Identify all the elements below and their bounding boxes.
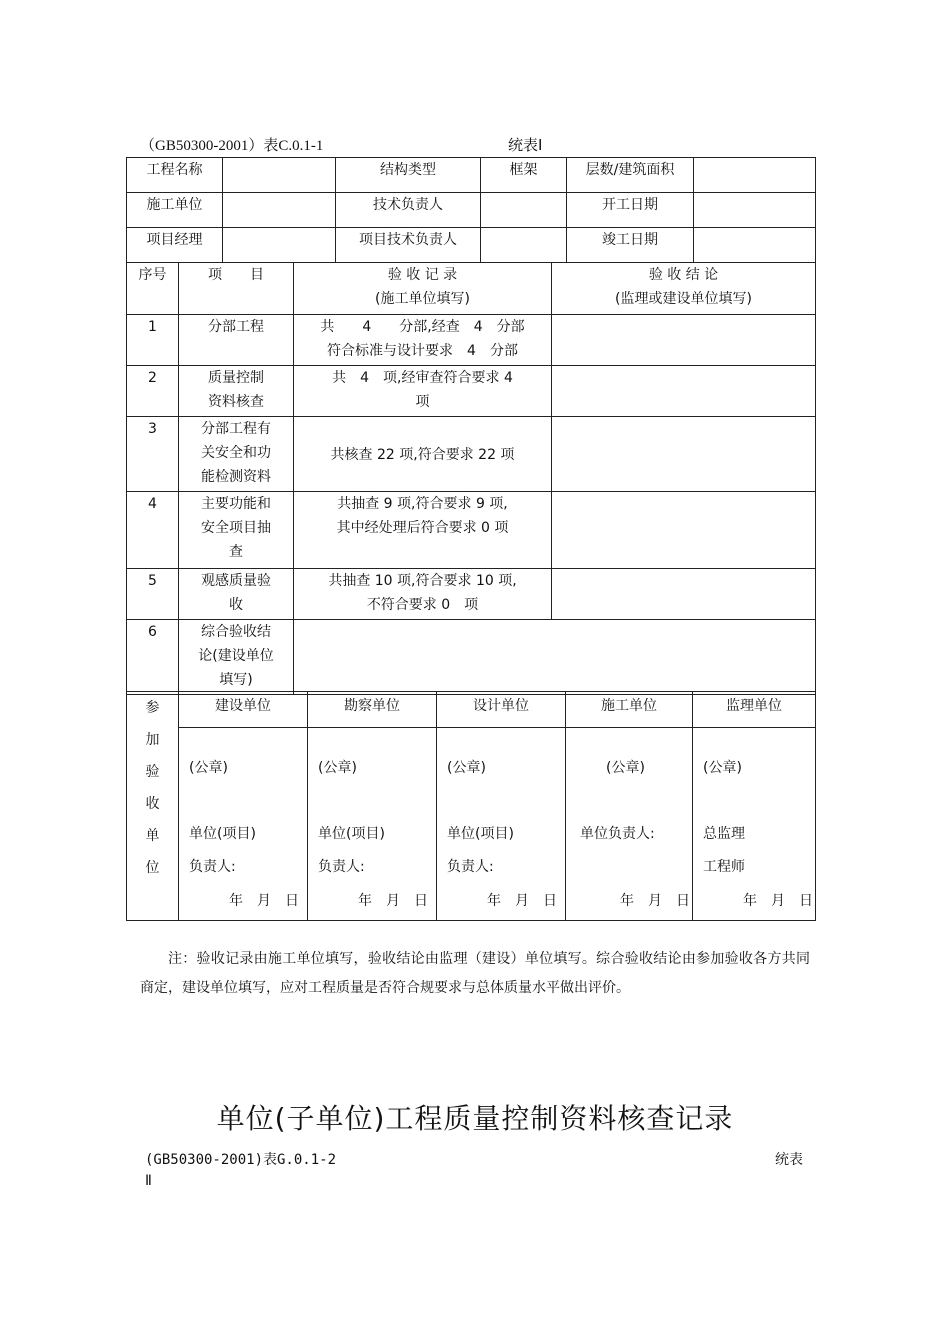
row-record-line: 共 4 项,经审查符合要求 4 — [332, 370, 513, 386]
signature-date: 年 月 日 — [229, 893, 299, 909]
structure-type-label: 结构类型 — [336, 158, 481, 193]
row-item-line: 资料核查 — [208, 394, 264, 410]
acceptance-row — [127, 569, 816, 620]
item-header: 项 目 — [179, 263, 294, 315]
party-name-1: 勘察单位 — [308, 692, 437, 728]
project-tech-lead-value[interactable] — [481, 228, 567, 263]
row-conclusion[interactable] — [552, 315, 816, 366]
row-record-line: 不符合要求 0 项 — [366, 597, 479, 613]
signatory-line-1: 单位(项目) — [447, 826, 514, 842]
row-record[interactable] — [294, 492, 552, 569]
participants-table — [126, 691, 816, 921]
row-item-line: 观感质量验 — [201, 573, 271, 589]
row-item-line: 能检测资料 — [201, 469, 271, 485]
row-item — [179, 315, 294, 366]
row-seq: 5 — [127, 569, 179, 620]
acceptance-row — [127, 492, 816, 569]
signature-date: 年 月 日 — [620, 893, 690, 909]
structure-type-value[interactable]: 框架 — [481, 158, 567, 193]
row-record-line: 符合标准与设计要求 4 分部 — [327, 343, 518, 359]
next-section-continued: 统表 — [775, 1152, 803, 1168]
row-conclusion[interactable] — [552, 366, 816, 417]
row-record[interactable] — [294, 366, 552, 417]
party-name-4: 监理单位 — [693, 692, 816, 728]
floors-area-value[interactable] — [694, 158, 816, 193]
signatory-line-2: 工程师 — [703, 859, 745, 875]
party-signature-cell[interactable] — [693, 728, 816, 921]
party-name-2: 设计单位 — [437, 692, 566, 728]
row-record-line: 共抽查 10 项,符合要求 10 项, — [328, 573, 517, 589]
signatory-line-1: 单位(项目) — [189, 826, 256, 842]
project-name-value[interactable] — [223, 158, 336, 193]
conclusion-header — [552, 263, 816, 315]
seal-placeholder: (公章) — [606, 760, 645, 776]
signatory-line-2: 负责人: — [318, 859, 365, 875]
signatory-line-1: 单位(项目) — [318, 826, 385, 842]
signature-date: 年 月 日 — [743, 893, 813, 909]
row-item-line: 论(建设单位 — [198, 648, 274, 664]
signature-date: 年 月 日 — [487, 893, 557, 909]
acceptance-row — [127, 315, 816, 366]
completion-date-label: 竣工日期 — [567, 228, 694, 263]
signatory-line-1: 总监理 — [703, 826, 745, 842]
acceptance-table — [126, 262, 816, 695]
party-signature-cell[interactable] — [179, 728, 308, 921]
row-record[interactable] — [294, 315, 552, 366]
next-section-code: (GB50300-2001)表G.0.1-2 — [145, 1152, 337, 1168]
footnote: 注：验收记录由施工单位填写，验收结论由监理（建设）单位填写。综合验收结论由参加验收各方共同商定，建设单位填写，应对工程质量是否符合规要求与总体质量水平做出评价。 — [140, 951, 810, 996]
project-tech-lead-label: 项目技术负责人 — [336, 228, 481, 263]
row-item — [179, 492, 294, 569]
continued-table-label: 统表Ⅰ — [508, 138, 543, 154]
conclusion-header-sub: (监理或建设单位填写) — [615, 291, 752, 307]
side-label-char: 验 — [145, 764, 160, 780]
row-item-line: 填写) — [219, 672, 253, 688]
row-item-line: 综合验收结 — [201, 624, 271, 640]
row-item-line: 主要功能和 — [201, 496, 271, 512]
construction-unit-label: 施工单位 — [127, 193, 223, 228]
seal-placeholder: (公章) — [447, 760, 486, 776]
row-item-line: 关安全和功 — [201, 445, 271, 461]
side-label-char: 单 — [145, 828, 160, 844]
row-record-line: 项 — [415, 394, 430, 410]
side-label-char: 位 — [145, 860, 160, 876]
seal-placeholder: (公章) — [703, 760, 742, 776]
record-header-title: 验 收 记 录 — [387, 267, 458, 283]
project-name-label: 工程名称 — [127, 158, 223, 193]
row-item-line: 质量控制 — [208, 370, 264, 386]
completion-date-value[interactable] — [694, 228, 816, 263]
row-item — [179, 366, 294, 417]
record-header — [294, 263, 552, 315]
row-seq: 3 — [127, 417, 179, 492]
side-label-char: 加 — [145, 732, 160, 748]
floors-area-label: 层数/建筑面积 — [567, 158, 694, 193]
acceptance-row — [127, 620, 816, 695]
acceptance-row — [127, 417, 816, 492]
seq-header: 序号 — [127, 263, 179, 315]
row-item-line: 查 — [229, 544, 243, 560]
row-item — [179, 569, 294, 620]
row-item-line: 安全项目抽 — [201, 520, 271, 536]
signature-date: 年 月 日 — [358, 893, 428, 909]
tech-lead-value[interactable] — [481, 193, 567, 228]
side-label-char: 参 — [145, 700, 160, 716]
form-code: （GB50300-2001）表C.0.1-1 — [140, 138, 324, 154]
start-date-value[interactable] — [694, 193, 816, 228]
party-signature-cell[interactable] — [437, 728, 566, 921]
next-section-title: 单位(子单位)工程质量控制资料核查记录 — [216, 1102, 734, 1135]
record-header-sub: (施工单位填写) — [375, 291, 470, 307]
row-seq: 4 — [127, 492, 179, 569]
row-seq: 2 — [127, 366, 179, 417]
conclusion-header-title: 验 收 结 论 — [648, 267, 719, 283]
row-seq: 1 — [127, 315, 179, 366]
project-info-table — [126, 157, 816, 263]
row-record-line: 其中经处理后符合要求 0 项 — [336, 520, 509, 536]
next-section-continued-numeral: Ⅱ — [145, 1173, 152, 1189]
row-item-line: 收 — [229, 597, 243, 613]
row-conclusion[interactable] — [552, 569, 816, 620]
row-item — [179, 417, 294, 492]
row-conclusion[interactable] — [552, 492, 816, 569]
row-record[interactable] — [294, 417, 552, 492]
row-record-line: 共抽查 9 项,符合要求 9 项, — [337, 496, 508, 512]
signatory-line-2: 负责人: — [189, 859, 236, 875]
tech-lead-label: 技术负责人 — [336, 193, 481, 228]
participants-side-label — [127, 692, 179, 921]
side-label-char: 收 — [145, 796, 160, 812]
row-record-line: 共 4 分部,经查 4 分部 — [320, 319, 525, 335]
acceptance-row — [127, 366, 816, 417]
row-record[interactable] — [294, 620, 816, 695]
start-date-label: 开工日期 — [567, 193, 694, 228]
pm-value[interactable] — [223, 228, 336, 263]
pm-label: 项目经理 — [127, 228, 223, 263]
row-record-line: 共核查 22 项,符合要求 22 项 — [330, 447, 515, 463]
signatory-line-2: 负责人: — [447, 859, 494, 875]
row-record[interactable] — [294, 569, 552, 620]
party-signature-cell[interactable] — [566, 728, 693, 921]
row-item — [179, 620, 294, 695]
row-item-line: 分部工程有 — [201, 421, 271, 437]
signatory-line-1: 单位负责人: — [580, 826, 655, 842]
row-seq: 6 — [127, 620, 179, 695]
row-conclusion[interactable] — [552, 417, 816, 492]
party-name-3: 施工单位 — [566, 692, 693, 728]
row-item-line: 分部工程 — [208, 319, 264, 335]
seal-placeholder: (公章) — [189, 760, 228, 776]
party-name-0: 建设单位 — [179, 692, 308, 728]
seal-placeholder: (公章) — [318, 760, 357, 776]
construction-unit-value[interactable] — [223, 193, 336, 228]
party-signature-cell[interactable] — [308, 728, 437, 921]
